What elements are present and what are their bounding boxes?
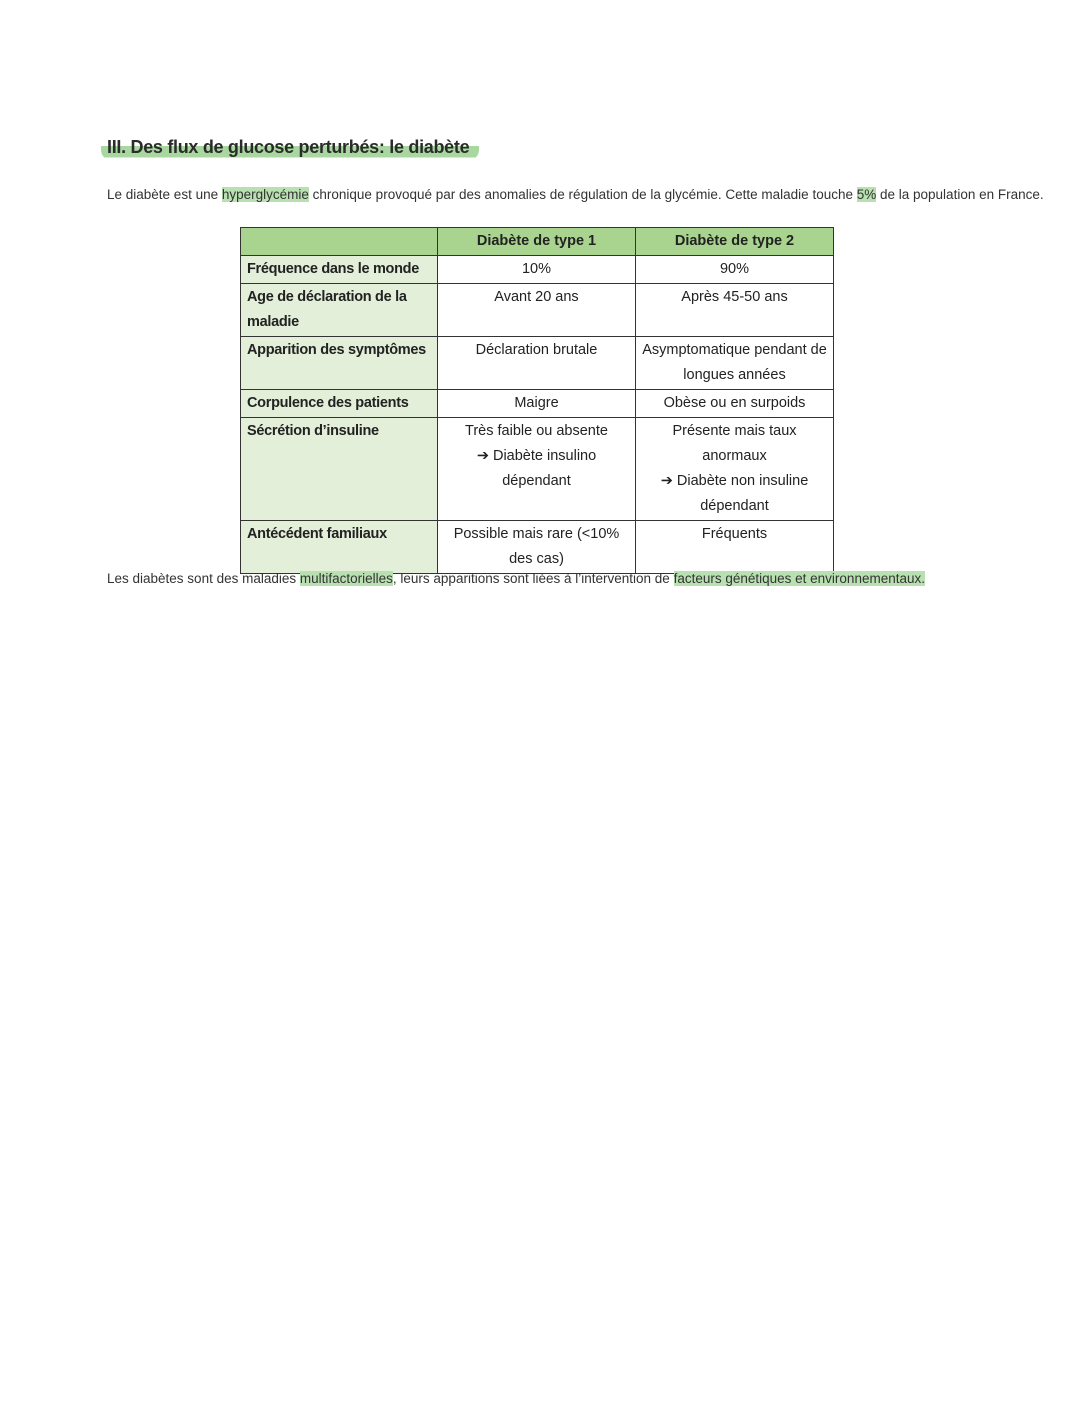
row-label: Fréquence dans le monde: [241, 256, 438, 284]
highlight-multifactorial: multifactorielles: [299, 571, 393, 586]
cell-type-1-text: Très faible ou absente: [465, 423, 608, 439]
cell-type-1: [438, 418, 636, 521]
cell-type-1: Avant 20 ans: [438, 284, 636, 337]
header-type-2: Diabète de type 2: [636, 228, 834, 256]
intro-text-1: Le diabète est une: [107, 187, 222, 202]
table-corner-cell: [241, 228, 438, 256]
table-header-row: [241, 228, 834, 256]
highlight-percentage: 5%: [856, 187, 877, 202]
table-row: [241, 256, 834, 284]
row-label: Apparition des symptômes: [241, 337, 438, 390]
highlight-hyperglycemie: hyperglycémie: [221, 187, 309, 202]
cell-type-2-arrow-text: ➔ Diabète non insuline dépendant: [660, 473, 809, 514]
cell-type-1: Possible mais rare (<10% des cas): [438, 521, 636, 574]
table-row: [241, 337, 834, 390]
cell-type-1: Maigre: [438, 390, 636, 418]
table-row: [241, 418, 834, 521]
section-heading: III. Des flux de glucose perturbés: le diabète: [101, 135, 479, 160]
cell-type-1: Déclaration brutale: [438, 337, 636, 390]
header-type-1: Diabète de type 1: [438, 228, 636, 256]
conclusion-text-1: Les diabètes sont des maladies: [107, 571, 300, 586]
row-label: Corpulence des patients: [241, 390, 438, 418]
table-row: [241, 284, 834, 337]
conclusion-text-2: , leurs apparitions sont liées à l’intervention de: [392, 571, 674, 586]
cell-type-2: Obèse ou en surpoids: [636, 390, 834, 418]
cell-type-2: 90%: [636, 256, 834, 284]
row-label: Sécrétion d’insuline: [241, 418, 438, 521]
cell-type-2: [636, 418, 834, 521]
cell-type-2: Fréquents: [636, 521, 834, 574]
intro-text-3: de la population en France.: [876, 187, 1044, 202]
cell-type-2: Après 45-50 ans: [636, 284, 834, 337]
intro-text-2: chronique provoqué par des anomalies de régulation de la glycémie. Cette maladie touche: [308, 187, 857, 202]
row-label: Antécédent familiaux: [241, 521, 438, 574]
highlight-factors: facteurs génétiques et environnementaux.: [673, 571, 925, 586]
cell-type-1: 10%: [438, 256, 636, 284]
intro-paragraph: [107, 187, 1044, 202]
row-label: Age de déclaration de la maladie: [241, 284, 438, 337]
cell-type-1-arrow-text: ➔ Diabète insulino dépendant: [476, 448, 597, 489]
comparison-table: [240, 227, 834, 574]
conclusion-paragraph: [107, 571, 1007, 586]
table-row: [241, 390, 834, 418]
cell-type-2: Asymptomatique pendant de longues années: [636, 337, 834, 390]
table-row: [241, 521, 834, 574]
cell-type-2-text: Présente mais taux anormaux: [672, 423, 797, 464]
